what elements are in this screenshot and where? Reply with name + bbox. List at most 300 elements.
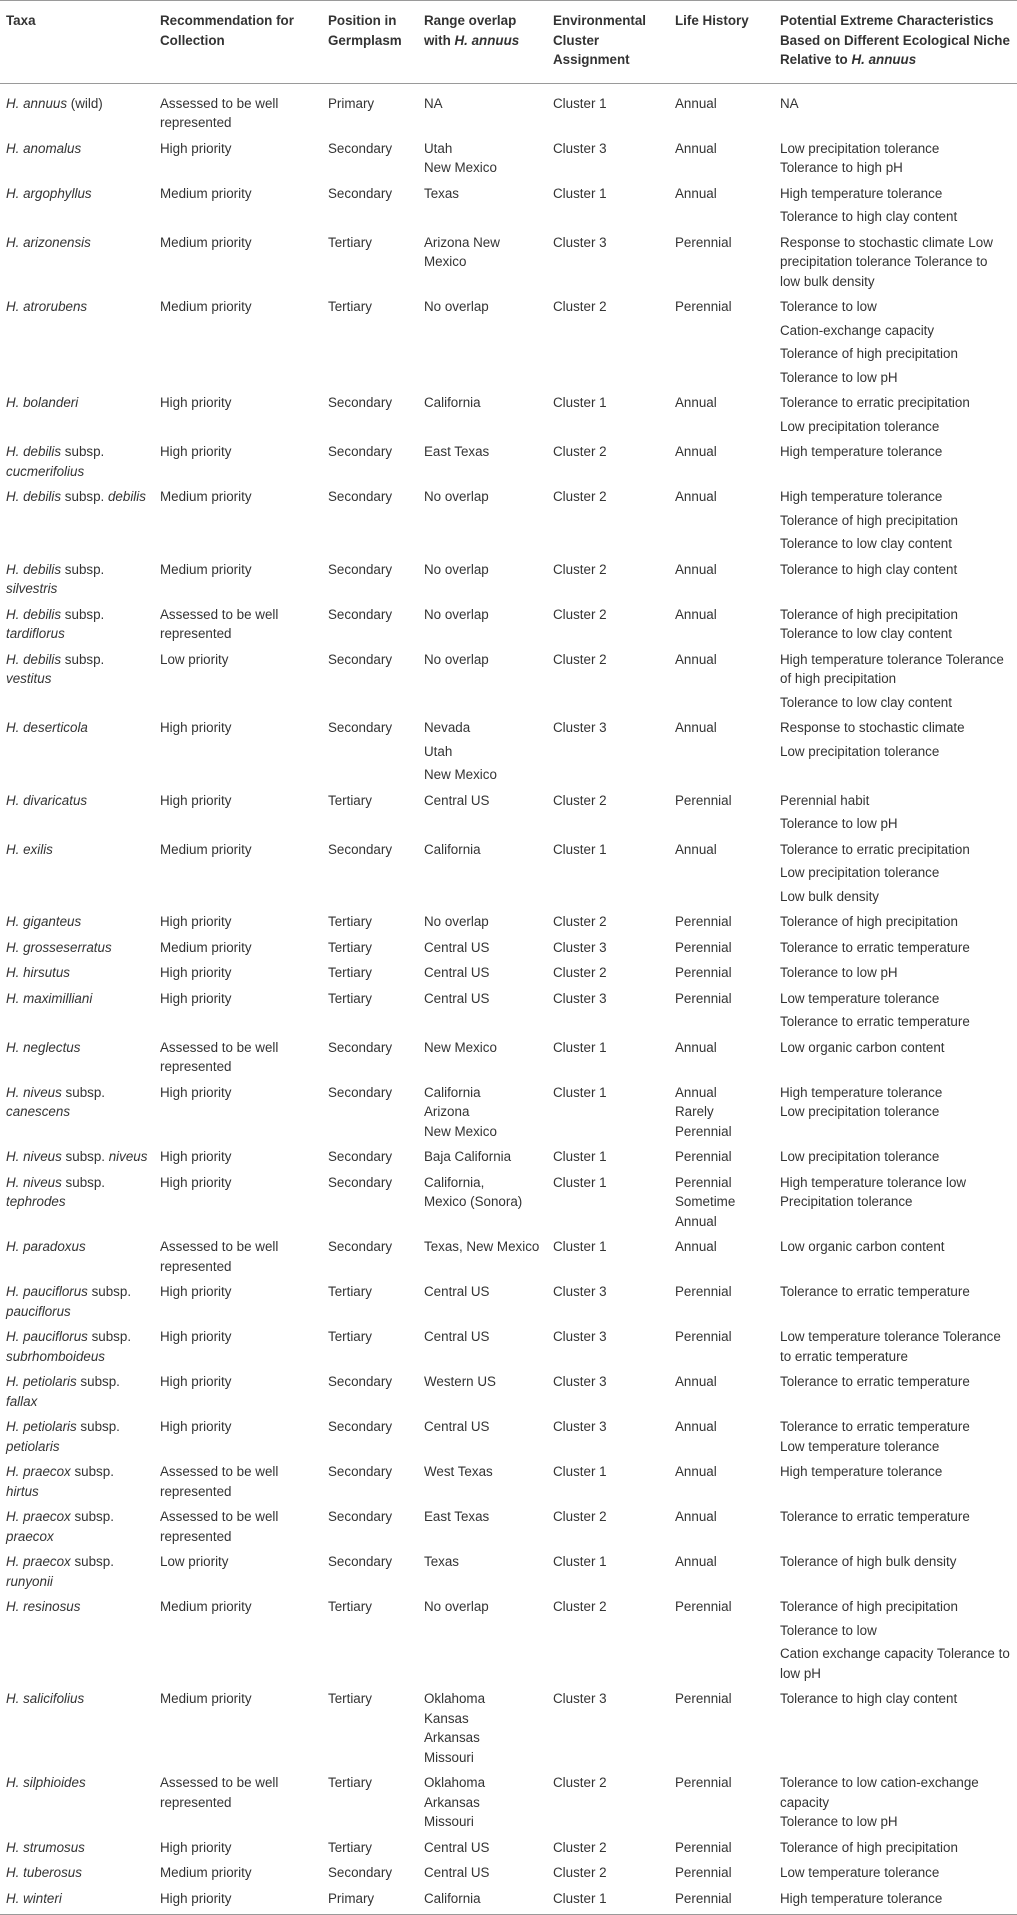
- characteristic-item: High temperature tolerance: [780, 1464, 943, 1479]
- position-cell: Tertiary: [328, 1329, 372, 1344]
- cluster-cell: Cluster 3: [553, 1691, 607, 1706]
- range-line: No overlap: [424, 651, 489, 667]
- range-cell: [418, 1170, 547, 1235]
- range-line: Texas: [424, 1554, 459, 1569]
- taxa-cell: [0, 1504, 154, 1549]
- cluster-cell: Cluster 2: [553, 561, 607, 577]
- cluster-cell: Cluster 2: [553, 299, 607, 314]
- range-line: Arkansas: [424, 1730, 480, 1745]
- cluster-cell: Cluster 2: [553, 1509, 607, 1524]
- taxa-cell: [0, 136, 154, 181]
- life-history-cell: [669, 837, 774, 910]
- recommendation-cell: High priority: [160, 1284, 232, 1299]
- range-line: Utah: [424, 743, 453, 759]
- header-extreme-label: Potential Extreme Characteristics Based on Different Ecological Niche Relative to: [780, 13, 1010, 67]
- subsp-name: runyonii: [6, 1573, 53, 1589]
- header-life: Life History: [669, 1, 774, 84]
- position-cell: Secondary: [328, 1464, 393, 1479]
- recommendation-cell: High priority: [160, 1149, 232, 1164]
- range-line: Western US: [424, 1374, 496, 1389]
- cluster-cell: Cluster 1: [553, 1084, 607, 1100]
- recommendation-cell: High priority: [160, 1374, 232, 1389]
- taxa-cell: [0, 390, 154, 439]
- life-history-line: Annual: [675, 841, 717, 857]
- life-history-cell: [669, 390, 774, 439]
- taxa-name: H. debilis: [6, 444, 62, 459]
- characteristics-cell: [774, 1860, 1017, 1886]
- subsp-name: petiolaris: [6, 1438, 60, 1454]
- recommendation-cell: Medium priority: [160, 841, 252, 857]
- taxa-name: H. debilis: [6, 489, 62, 504]
- taxa-cell: [0, 1369, 154, 1414]
- subsp-name: subrhomboideus: [6, 1348, 106, 1364]
- characteristics-cell: [774, 909, 1017, 935]
- cluster-cell: Cluster 2: [553, 965, 607, 980]
- characteristic-item: High temperature tolerance Low precipitation tolerance: [780, 1084, 943, 1119]
- range-cell: [418, 1035, 547, 1080]
- recommendation-cell: Medium priority: [160, 489, 252, 504]
- cluster-cell: Cluster 3: [553, 1419, 607, 1434]
- life-history-cell: [669, 1886, 774, 1915]
- subsp-name: fallax: [6, 1393, 38, 1409]
- recommendation-cell: Low priority: [160, 651, 229, 667]
- range-cell: [418, 1835, 547, 1861]
- subsp-name: pauciflorus: [6, 1303, 71, 1319]
- life-history-cell: [669, 439, 774, 484]
- range-line: West Texas: [424, 1464, 493, 1479]
- range-line: Central US: [424, 1839, 490, 1855]
- table-row: [0, 557, 1017, 602]
- taxa-name: H. arizonensis: [6, 234, 91, 250]
- life-history-line: Perennial: [675, 1839, 732, 1855]
- recommendation-cell: Assessed to be well represented: [160, 95, 279, 130]
- characteristic-item: Low temperature tolerance: [780, 990, 940, 1006]
- characteristics-cell: [774, 1234, 1017, 1279]
- table-row: [0, 602, 1017, 647]
- taxa-name: H. exilis: [6, 841, 53, 857]
- life-history-cell: [669, 909, 774, 935]
- characteristics-cell: [774, 294, 1017, 390]
- taxa-name: H. divaricatus: [6, 792, 88, 808]
- range-cell: [418, 1279, 547, 1324]
- characteristics-cell: [774, 136, 1017, 181]
- characteristics-cell: [774, 837, 1017, 910]
- recommendation-cell: Medium priority: [160, 299, 252, 314]
- taxa-name: H. silphioides: [6, 1775, 86, 1790]
- taxa-cell: [0, 837, 154, 910]
- recommendation-cell: High priority: [160, 1419, 232, 1434]
- life-history-cell: [669, 1459, 774, 1504]
- recommendation-cell: Assessed to be well represented: [160, 1239, 279, 1274]
- taxa-cell: [0, 294, 154, 390]
- cluster-cell: Cluster 1: [553, 1464, 607, 1479]
- life-history-line: Perennial: [675, 1284, 732, 1299]
- characteristic-item: Tolerance of high precipitation: [780, 1839, 958, 1855]
- characteristics-cell: [774, 557, 1017, 602]
- taxa-cell: [0, 1860, 154, 1886]
- taxa-cell: [0, 715, 154, 788]
- life-history-line: Annual: [675, 561, 717, 577]
- taxa-cell: [0, 1549, 154, 1594]
- cluster-cell: Cluster 1: [553, 1554, 607, 1569]
- life-history-cell: [669, 1035, 774, 1080]
- life-history-line: Sometime: [675, 1194, 736, 1209]
- cluster-cell: Cluster 1: [553, 1039, 607, 1055]
- table-row: [0, 1594, 1017, 1686]
- life-history-line: Annual: [675, 1419, 717, 1434]
- characteristic-item: Tolerance to low: [780, 299, 877, 314]
- range-cell: [418, 1234, 547, 1279]
- life-history-line: Perennial: [675, 1775, 732, 1790]
- characteristics-cell: [774, 647, 1017, 716]
- recommendation-cell: Medium priority: [160, 1691, 252, 1706]
- characteristic-item: High temperature tolerance: [780, 185, 943, 201]
- taxa-name: H. strumosus: [6, 1839, 85, 1855]
- taxa-name: H. niveus: [6, 1174, 62, 1190]
- recommendation-cell: Medium priority: [160, 1865, 252, 1880]
- characteristic-item: High temperature tolerance Tolerance of high precipitation: [780, 651, 1004, 686]
- life-history-line: Perennial: [675, 1174, 732, 1190]
- life-history-cell: [669, 1234, 774, 1279]
- header-taxa: Taxa: [0, 1, 154, 84]
- taxa-cell: [0, 1080, 154, 1145]
- taxa-cell: [0, 1414, 154, 1459]
- table-body: [0, 83, 1017, 1915]
- recommendation-cell: Medium priority: [160, 939, 252, 955]
- life-history-line: Annual: [675, 444, 717, 459]
- characteristics-cell: [774, 602, 1017, 647]
- position-cell: Secondary: [328, 1865, 393, 1880]
- position-cell: Primary: [328, 95, 375, 111]
- range-line: Arkansas: [424, 1794, 480, 1810]
- range-cell: [418, 1860, 547, 1886]
- characteristic-item: Tolerance to low pH: [780, 369, 898, 385]
- table-row: [0, 1080, 1017, 1145]
- taxa-name: H. praecox: [6, 1464, 71, 1479]
- characteristic-item: Tolerance to low clay content: [780, 536, 952, 551]
- life-history-cell: [669, 1279, 774, 1324]
- table-row: [0, 1369, 1017, 1414]
- life-history-cell: [669, 1594, 774, 1686]
- header-position: Position in Germplasm: [322, 1, 418, 84]
- range-cell: [418, 1459, 547, 1504]
- taxa-cell: [0, 1594, 154, 1686]
- range-line: No overlap: [424, 489, 489, 504]
- life-history-line: Annual: [675, 1213, 717, 1229]
- life-history-cell: [669, 715, 774, 788]
- position-cell: Secondary: [328, 1374, 393, 1389]
- characteristics-cell: [774, 788, 1017, 837]
- characteristic-item: Tolerance to erratic temperature: [780, 939, 970, 955]
- life-history-cell: [669, 602, 774, 647]
- taxa-name: H. salicifolius: [6, 1691, 85, 1706]
- characteristic-item: Tolerance of high precipitation: [780, 512, 958, 528]
- life-history-cell: [669, 960, 774, 986]
- taxa-cell: [0, 935, 154, 961]
- cluster-cell: Cluster 1: [553, 1174, 607, 1190]
- characteristics-cell: [774, 390, 1017, 439]
- subsp-label: subsp.: [76, 1419, 120, 1434]
- header-range: [418, 1, 547, 84]
- range-line: No overlap: [424, 914, 489, 929]
- life-history-line: Perennial: [675, 1123, 732, 1139]
- table-row: [0, 294, 1017, 390]
- characteristic-item: Cation-exchange capacity: [780, 322, 935, 338]
- life-history-line: Annual: [675, 95, 717, 111]
- table-row: [0, 960, 1017, 986]
- range-line: Central US: [424, 792, 490, 808]
- taxa-cell: [0, 1459, 154, 1504]
- subsp-label: subsp.: [61, 651, 105, 667]
- life-history-cell: [669, 1860, 774, 1886]
- range-line: Arizona: [424, 1104, 470, 1119]
- life-history-line: Annual: [675, 489, 717, 504]
- taxa-name: H. bolanderi: [6, 395, 79, 410]
- characteristic-item: Low precipitation tolerance: [780, 865, 940, 880]
- taxa-name: H. winteri: [6, 1890, 62, 1906]
- subsp-label: subsp.: [61, 489, 108, 504]
- range-line: Central US: [424, 1284, 490, 1299]
- taxa-cell: [0, 1324, 154, 1369]
- table-row: [0, 439, 1017, 484]
- characteristics-cell: [774, 1549, 1017, 1594]
- characteristic-item: High temperature tolerance: [780, 489, 943, 504]
- range-line: California: [424, 841, 481, 857]
- range-cell: [418, 788, 547, 837]
- characteristics-cell: [774, 1594, 1017, 1686]
- taxa-name: H. grosseserratus: [6, 939, 112, 955]
- table-row: [0, 1835, 1017, 1861]
- taxa-cell: [0, 83, 154, 136]
- characteristic-item: Tolerance of high precipitation: [780, 914, 958, 929]
- life-history-line: Annual: [675, 185, 717, 201]
- taxa-name: H. annuus: [6, 95, 68, 111]
- cluster-cell: Cluster 2: [553, 1599, 607, 1614]
- range-cell: [418, 1504, 547, 1549]
- characteristic-item: Tolerance to erratic temperature: [780, 1014, 970, 1029]
- range-cell: [418, 602, 547, 647]
- subsp-name: canescens: [6, 1104, 71, 1119]
- range-line: East Texas: [424, 1509, 490, 1524]
- taxa-cell: [0, 986, 154, 1035]
- range-line: Missouri: [424, 1814, 474, 1829]
- characteristic-item: Tolerance to high clay content: [780, 561, 958, 577]
- characteristic-item: Low temperature tolerance: [780, 1865, 940, 1880]
- header-recommendation: Recommendation for Collection: [154, 1, 322, 84]
- cluster-cell: Cluster 2: [553, 489, 607, 504]
- life-history-line: Perennial: [675, 1329, 732, 1344]
- range-cell: [418, 1886, 547, 1915]
- taxa-name: H. praecox: [6, 1509, 71, 1524]
- cluster-cell: Cluster 2: [553, 1839, 607, 1855]
- range-cell: [418, 837, 547, 910]
- life-history-cell: [669, 1080, 774, 1145]
- taxa-name: H. maximilliani: [6, 990, 93, 1006]
- range-cell: [418, 83, 547, 136]
- characteristic-item: Tolerance of high precipitation Tolerance to low clay content: [780, 606, 958, 641]
- table-row: [0, 1324, 1017, 1369]
- table-row: [0, 1459, 1017, 1504]
- table-row: [0, 909, 1017, 935]
- position-cell: Secondary: [328, 561, 393, 577]
- life-history-cell: [669, 1549, 774, 1594]
- range-line: New Mexico: [424, 767, 497, 782]
- range-line: Mexico (Sonora): [424, 1194, 523, 1209]
- characteristics-cell: [774, 1886, 1017, 1915]
- position-cell: Tertiary: [328, 792, 372, 808]
- range-line: Oklahoma: [424, 1691, 486, 1706]
- taxa-name: H. pauciflorus: [6, 1284, 88, 1299]
- life-history-line: Annual: [675, 720, 717, 735]
- characteristics-cell: [774, 1770, 1017, 1835]
- range-cell: [418, 647, 547, 716]
- subsp-name: tardiflorus: [6, 626, 65, 641]
- position-cell: Secondary: [328, 489, 393, 504]
- position-cell: Tertiary: [328, 1284, 372, 1299]
- subsp-label: subsp.: [70, 1509, 114, 1524]
- cluster-cell: Cluster 3: [553, 1329, 607, 1344]
- life-history-line: Perennial: [675, 914, 732, 929]
- life-history-cell: [669, 1770, 774, 1835]
- life-history-cell: [669, 1170, 774, 1235]
- characteristics-cell: [774, 1279, 1017, 1324]
- life-history-line: Annual: [675, 1464, 717, 1479]
- life-history-cell: [669, 935, 774, 961]
- life-history-line: Perennial: [675, 234, 732, 250]
- characteristic-item: High temperature tolerance: [780, 1890, 943, 1906]
- characteristics-cell: [774, 960, 1017, 986]
- taxa-cell: [0, 1144, 154, 1170]
- position-cell: Tertiary: [328, 1691, 372, 1706]
- taxa-name: H. resinosus: [6, 1599, 81, 1614]
- taxa-cell: [0, 1686, 154, 1770]
- life-history-cell: [669, 1686, 774, 1770]
- taxa-name: H. debilis: [6, 651, 62, 667]
- recommendation-cell: High priority: [160, 444, 232, 459]
- characteristic-item: Cation exchange capacity Tolerance to low pH: [780, 1646, 1010, 1681]
- characteristic-item: Tolerance to high clay content: [780, 1691, 958, 1706]
- cluster-cell: Cluster 1: [553, 1239, 607, 1254]
- position-cell: Secondary: [328, 1509, 393, 1524]
- position-cell: Secondary: [328, 720, 393, 735]
- characteristic-item: Tolerance to low pH: [780, 816, 898, 831]
- recommendation-cell: High priority: [160, 1174, 232, 1190]
- range-line: No overlap: [424, 1599, 489, 1614]
- taxa-name: H. debilis: [6, 606, 62, 622]
- position-cell: Secondary: [328, 606, 393, 622]
- range-cell: [418, 986, 547, 1035]
- characteristic-item: Low precipitation tolerance: [780, 418, 940, 434]
- cluster-cell: Cluster 2: [553, 1865, 607, 1880]
- life-history-cell: [669, 986, 774, 1035]
- table-row: [0, 1686, 1017, 1770]
- life-history-line: Rarely: [675, 1104, 714, 1119]
- range-cell: [418, 294, 547, 390]
- position-cell: Secondary: [328, 1084, 393, 1100]
- taxa-cell: [0, 909, 154, 935]
- life-history-line: Annual: [675, 1239, 717, 1254]
- subsp-label: subsp.: [70, 1554, 114, 1569]
- cluster-cell: Cluster 2: [553, 651, 607, 667]
- characteristic-item: Tolerance to low: [780, 1622, 877, 1638]
- taxa-qualifier: (wild): [67, 95, 103, 111]
- range-line: Central US: [424, 1419, 490, 1434]
- characteristic-item: Tolerance to low cation-exchange capacity Tolerance to low pH: [780, 1775, 979, 1829]
- range-line: Texas, New Mexico: [424, 1239, 540, 1254]
- cluster-cell: Cluster 1: [553, 95, 607, 111]
- header-extreme: [774, 1, 1017, 84]
- characteristic-item: NA: [780, 95, 799, 111]
- characteristics-cell: [774, 484, 1017, 557]
- header-row: [0, 1, 1017, 84]
- life-history-cell: [669, 647, 774, 716]
- range-cell: [418, 390, 547, 439]
- position-cell: Secondary: [328, 1239, 393, 1254]
- characteristics-cell: [774, 1170, 1017, 1235]
- range-cell: [418, 909, 547, 935]
- taxa-cell: [0, 647, 154, 716]
- range-cell: [418, 230, 547, 295]
- life-history-line: Annual: [675, 1374, 717, 1389]
- range-cell: [418, 1414, 547, 1459]
- recommendation-cell: Assessed to be well represented: [160, 1775, 279, 1810]
- taxa-name: H. debilis: [6, 561, 62, 577]
- subsp-name: praecox: [6, 1528, 54, 1544]
- characteristic-item: Response to stochastic climate Low precipitation tolerance Tolerance to low bulk density: [780, 234, 993, 289]
- characteristics-cell: [774, 1504, 1017, 1549]
- range-cell: [418, 715, 547, 788]
- characteristic-item: Low bulk density: [780, 888, 879, 904]
- cluster-cell: Cluster 3: [553, 720, 607, 735]
- cluster-cell: Cluster 1: [553, 1149, 607, 1164]
- range-line: California: [424, 1890, 481, 1906]
- characteristics-cell: [774, 1459, 1017, 1504]
- range-line: No overlap: [424, 561, 489, 577]
- characteristic-item: High temperature tolerance low Precipitation tolerance: [780, 1174, 967, 1209]
- life-history-line: Annual: [675, 1509, 717, 1524]
- range-cell: [418, 1594, 547, 1686]
- characteristics-cell: [774, 935, 1017, 961]
- taxa-name: H. niveus: [6, 1084, 62, 1100]
- recommendation-cell: High priority: [160, 395, 232, 410]
- position-cell: Tertiary: [328, 914, 372, 929]
- table-row: [0, 1414, 1017, 1459]
- characteristics-cell: [774, 1080, 1017, 1145]
- table-row: [0, 390, 1017, 439]
- range-line: Baja California: [424, 1149, 512, 1164]
- life-history-cell: [669, 136, 774, 181]
- characteristic-item: Tolerance to low clay content: [780, 694, 952, 710]
- taxa-cell: [0, 230, 154, 295]
- subsp-label: subsp.: [61, 606, 105, 622]
- recommendation-cell: Medium priority: [160, 185, 252, 201]
- taxa-cell: [0, 1170, 154, 1235]
- range-line: Utah: [424, 140, 453, 156]
- taxa-name: H. praecox: [6, 1554, 71, 1569]
- subsp-name: silvestris: [6, 581, 58, 596]
- recommendation-cell: High priority: [160, 720, 232, 735]
- characteristic-item: Tolerance to erratic precipitation: [780, 395, 970, 410]
- taxa-cell: [0, 557, 154, 602]
- table-row: [0, 715, 1017, 788]
- table-row: [0, 935, 1017, 961]
- range-line: NA: [424, 95, 443, 111]
- characteristic-item: Tolerance of high bulk density: [780, 1554, 957, 1569]
- range-line: New Mexico: [424, 1123, 497, 1139]
- subsp-name: debilis: [107, 489, 146, 504]
- range-cell: [418, 1144, 547, 1170]
- range-cell: [418, 960, 547, 986]
